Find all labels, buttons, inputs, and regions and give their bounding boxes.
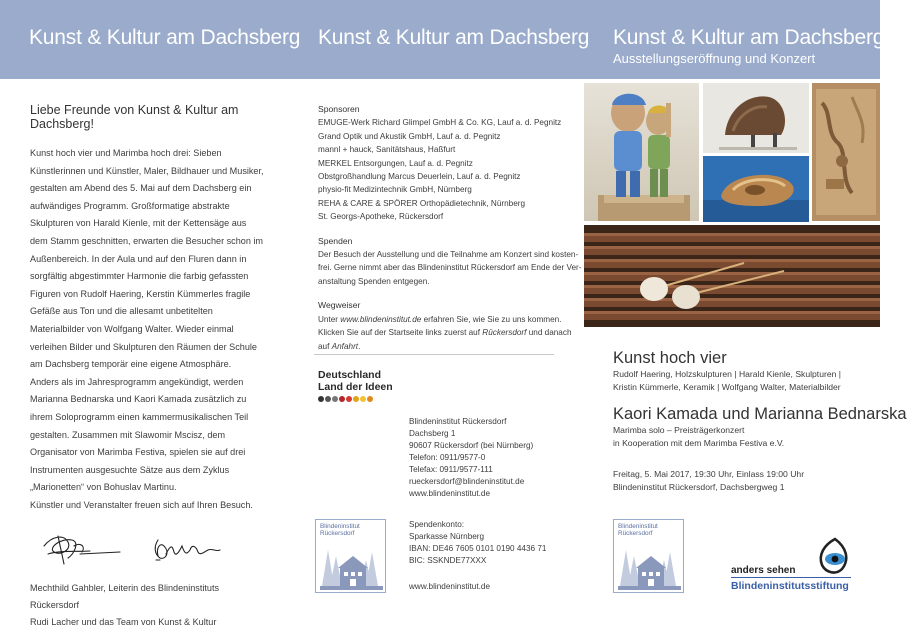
directions-text: Klicken Sie auf der Startseite links zuerst auf <box>318 328 483 338</box>
sponsor-item: mannl + hauck, Sanitätshaus, Haßfurt <box>318 145 456 155</box>
website-footer[interactable]: www.blindeninstitut.de <box>409 582 491 591</box>
foundation-name: Blindeninstitutsstiftung <box>731 580 849 592</box>
signoff-line: Rudi Lacher und das Team von Kunst & Kultur <box>30 617 217 628</box>
contact-block <box>409 416 533 500</box>
sponsor-item: physio-fit Medizintechnik GmbH, Nürnberg <box>318 185 472 195</box>
signoff-line: Mechthild Gahbler, Leiterin des Blindeninstituts Rückersdorf <box>30 583 220 611</box>
signature-graphics <box>30 524 266 576</box>
blindeninstitut-logo <box>315 519 386 593</box>
letter-paragraph: Anders als im Jahresprogramm angekündigt, werden Marianna Bednarska und Kaori Kamada zusätzlich zu ihrem Soloprogramm einen kammermusikalischen Teil gestalten. Zusammen mit Slawomir Mscisz, dem Organisator von Marimba Festiva, spielen sie auf drei Instrumenten ausgesuchte Sätze aus dem Zyklus „Marionetten“ von Bohuslav Martinu. <box>30 376 249 493</box>
panel-middle-title: Kunst & Kultur am Dachsberg <box>318 26 590 49</box>
event-location: Blindeninstitut Rückersdorf, Dachsbergweg 1 <box>613 481 785 492</box>
building-illustration <box>316 520 387 594</box>
dl-logo-dots <box>318 396 393 402</box>
photo-wooden-figures <box>584 83 699 221</box>
contact-website[interactable]: www.blindeninstitut.de <box>409 489 491 498</box>
event-line: Rudolf Haering, Holzskulpturen | Harald Kienle, Skulpturen | <box>613 369 842 379</box>
sponsor-item: EMUGE-Werk Richard Glimpel GmbH & Co. KG, Lauf a. d. Pegnitz <box>318 118 562 128</box>
panel-right-subtitle: Ausstellungseröffnung und Konzert <box>613 51 816 66</box>
sponsors-list <box>318 116 562 223</box>
letter-body <box>30 145 266 514</box>
directions-line <box>318 326 572 339</box>
signatures <box>30 524 266 576</box>
directions-heading: Wegweiser <box>318 300 361 311</box>
letter-paragraph: Kunst hoch vier und Marimba hoch drei: Sieben Künstlerinnen und Künstler, Maler, Bildhauer und Musiker, gestalten am Abend des 5. Mai auf dem Dachsberg ein aufwändiges Programm. Großformatige abstrakte Skulpturen von Harald Kienle, mit der Kettensäge aus dem Stamm geschnitten, erwarten die Besucher schon im Außenbereich. In der Aula und auf den Fluren dann in sorgfältig abgestimmter Harmonie die farbig gefassten Figuren von Rudolf Haering, Kerstin Kümmerles fragile Gefäße aus Ton und die allesamt unbetitelten Materialbilder von Wolfgang Walter. Wieder einmal verleihen Bilder und Skulpturen den Räumen der Schule am Dachsberg temporär eine eigene Atmosphäre. <box>30 148 264 370</box>
website-link[interactable]: www.blindeninstitut.de <box>340 314 422 324</box>
contact-line: Dachsberg 1 <box>409 429 456 438</box>
sponsor-item: Obstgroßhandlung Marcus Deuerlein, Lauf a. d. Pegnitz <box>318 172 521 182</box>
donation-line: BIC: SSKNDE77XXX <box>409 556 487 565</box>
panel-left-title: Kunst & Kultur am Dachsberg <box>29 26 301 49</box>
photo-ceramic-art <box>703 156 809 222</box>
directions-text: und danach <box>526 328 572 338</box>
event-description <box>613 368 873 393</box>
donation-line: Spendenkonto: <box>409 520 465 529</box>
building-illustration <box>614 520 685 594</box>
photo-marimba-art <box>584 225 880 327</box>
sponsor-item: St. Georgs-Apotheke, Rückersdorf <box>318 212 444 222</box>
event-description <box>613 424 878 449</box>
event-date-location <box>613 468 873 493</box>
photo-figures-art <box>584 83 699 221</box>
event-date: Freitag, 5. Mai 2017, 19:30 Uhr, Einlass 19:00 Uhr <box>613 469 805 479</box>
event-marimba-concert <box>613 405 907 449</box>
directions-text: erfahren Sie, wie Sie zu uns kommen. <box>421 314 562 324</box>
donation-line: Sparkasse Nürnberg <box>409 532 485 541</box>
panel-right-title: Kunst & Kultur am Dachsberg <box>613 26 885 49</box>
photo-sculpture-art <box>703 83 809 153</box>
photo-marimba <box>584 225 880 327</box>
eye-logo-icon <box>818 537 852 575</box>
donations-line: Der Besuch der Ausstellung und die Teilnahme am Konzert sind kosten- <box>318 250 579 260</box>
sponsors-heading: Sponsoren <box>318 104 360 114</box>
logo-text-line: Blindeninstitut <box>320 523 360 530</box>
directions-text: . <box>358 341 361 351</box>
event-title: Kaori Kamada und Marianna Bednarska <box>613 405 907 423</box>
contact-line: Telefon: 0911/9577-0 <box>409 453 486 462</box>
sponsor-item: MERKEL Entsorgungen, Lauf a. d. Pegnitz <box>318 158 473 168</box>
contact-email[interactable]: rueckersdorf@blindeninstitut.de <box>409 477 525 486</box>
contact-line: Telefax: 0911/9577-111 <box>409 465 493 474</box>
donations-line: anstaltung Spenden entgegen. <box>318 276 430 286</box>
signoff <box>30 580 266 631</box>
foundation-tagline: anders sehen <box>731 565 796 576</box>
photo-painting-art <box>812 83 880 221</box>
middle-panel <box>318 103 582 353</box>
rueckersdorf-link: Rückersdorf <box>482 328 527 338</box>
event-title: Kunst hoch vier <box>613 349 727 367</box>
sponsor-item: Grand Optik und Akustik GmbH, Lauf a. d. Pegnitz <box>318 131 501 141</box>
donation-line: IBAN: DE46 7605 0101 0190 4436 71 <box>409 544 547 553</box>
left-panel <box>30 103 266 631</box>
photo-ceramic-vessel <box>703 156 809 222</box>
logo-text-line: Blindeninstitut <box>618 523 658 530</box>
photo-material-painting <box>812 83 880 221</box>
directions-line <box>318 340 558 353</box>
contact-line: 90607 Rückersdorf (bei Nürnberg) <box>409 441 534 450</box>
blindeninstitut-logo-right <box>613 519 684 593</box>
donations-line: frei. Gerne nimmt aber das Blindeninstitut Rückersdorf am Ende der Ver- <box>318 263 582 273</box>
event-line: Kristin Kümmerle, Keramik | Wolfgang Walter, Materialbilder <box>613 381 841 392</box>
photo-metal-sculpture <box>703 83 809 153</box>
event-line: Marimba solo – Preisträgerkonzert <box>613 425 745 435</box>
foundation-rule <box>731 577 851 578</box>
donations-heading: Spenden <box>318 235 353 246</box>
letter-paragraph: Künstler und Veranstalter freuen sich auf Ihren Besuch. <box>30 499 253 510</box>
sponsor-item: REHA & CARE & SPÖRER Orthopädietechnik, Nürnberg <box>318 198 526 208</box>
logo-text-line: Rückersdorf <box>320 530 355 538</box>
dl-logo-line: Deutschland <box>318 369 382 381</box>
deutschland-land-der-ideen-logo <box>318 369 393 402</box>
event-kunst-hoch-vier <box>613 349 873 393</box>
anfahrt-link: Anfahrt <box>331 341 359 351</box>
dl-logo-line: Land der Ideen <box>318 381 393 393</box>
greeting: Liebe Freunde von Kunst & Kultur am Dachsberg! <box>30 103 239 131</box>
middle-divider <box>314 354 554 355</box>
directions-text: Unter <box>318 314 341 324</box>
directions-text: auf <box>318 341 332 351</box>
directions-line <box>318 313 562 326</box>
contact-line: Blindeninstitut Rückersdorf <box>409 417 507 426</box>
logo-text-line: Rückersdorf <box>618 530 653 538</box>
event-line: in Kooperation mit dem Marimba Festiva e.V. <box>613 437 785 448</box>
donation-account-block <box>409 519 546 567</box>
